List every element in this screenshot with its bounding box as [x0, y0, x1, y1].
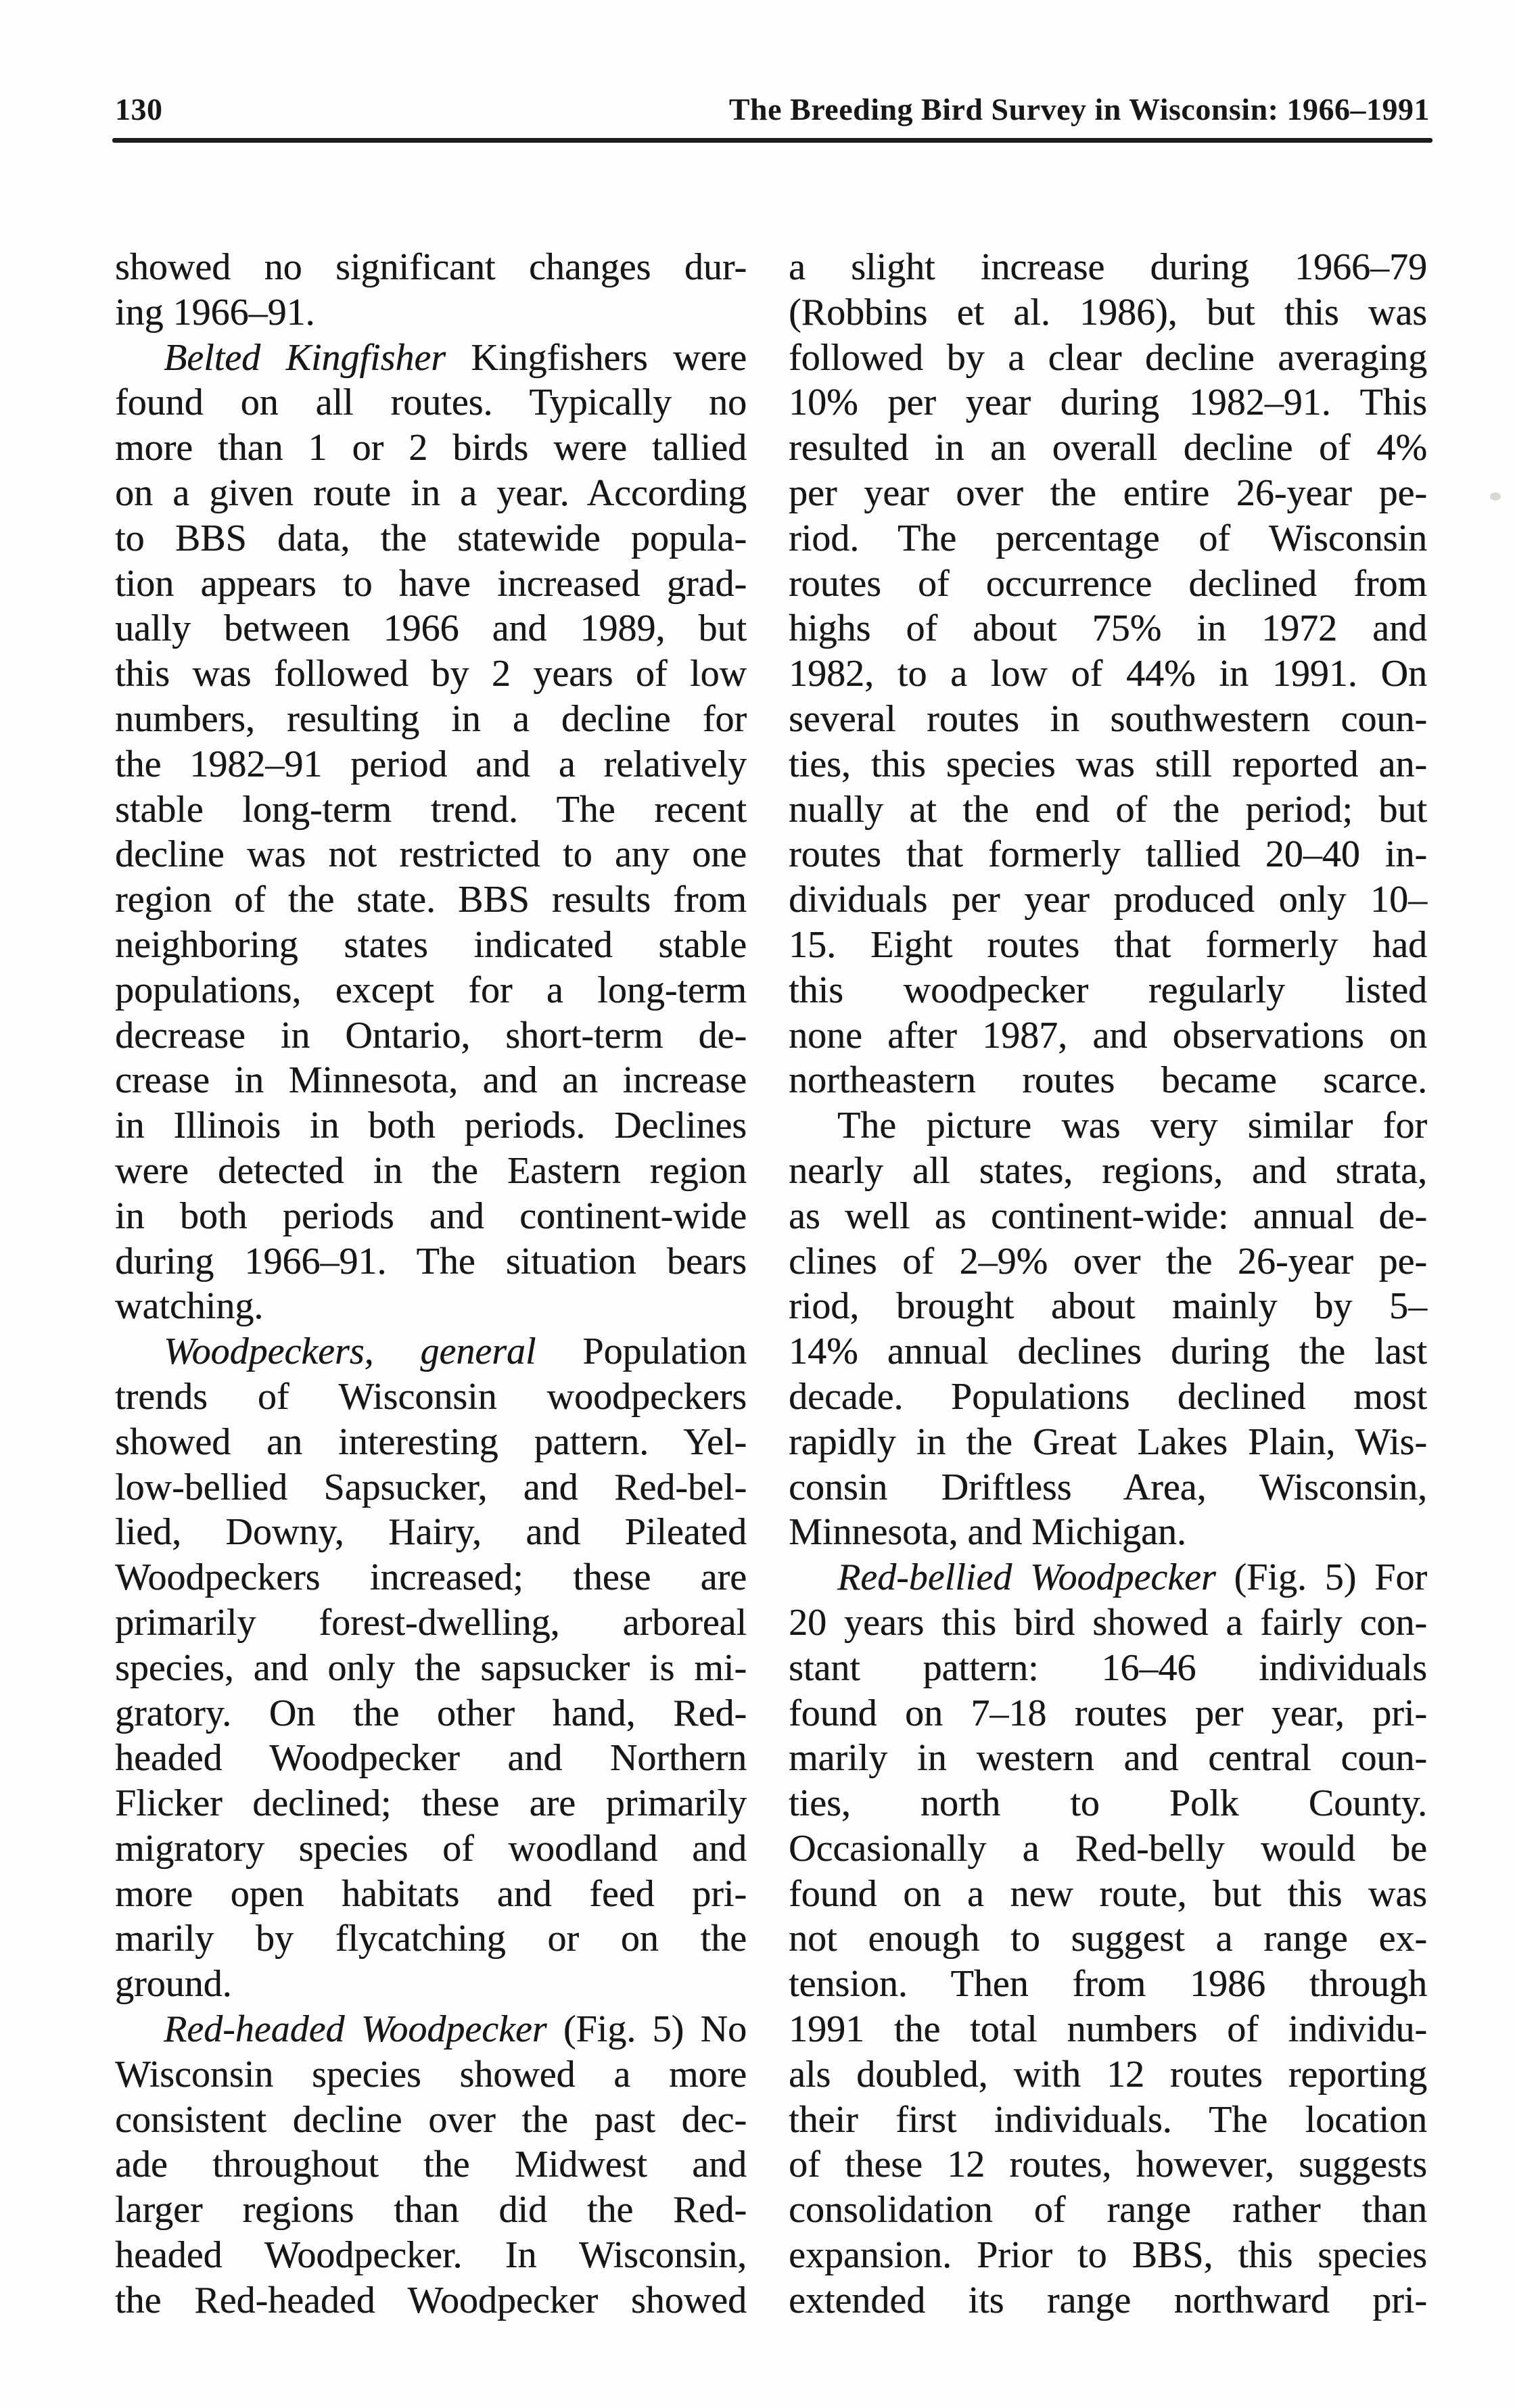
text-line — [789, 1555, 1427, 1600]
text-segment: highs of about 75% in 1972 and — [789, 607, 1427, 650]
text-segment: ground. — [115, 1963, 232, 2006]
text-segment: Kingfishers were — [445, 336, 747, 379]
text-segment: per year over the entire 26-year pe- — [789, 471, 1427, 514]
text-segment: (Fig. 5) No — [546, 2008, 747, 2051]
text-segment: in both periods and continent-wide — [115, 1195, 747, 1237]
text-line — [789, 2278, 1427, 2323]
text-line — [789, 1962, 1427, 2007]
text-segment: nearly all states, regions, and strata, — [789, 1149, 1427, 1192]
text-line — [789, 1646, 1427, 1691]
text-segment: migratory species of woodland and — [115, 1827, 747, 1870]
text-line — [789, 877, 1427, 923]
text-line — [115, 968, 747, 1013]
text-line — [789, 787, 1427, 833]
column-right — [789, 245, 1427, 2323]
text-segment: showed an interesting pattern. Yel- — [115, 1420, 747, 1463]
page-header — [115, 91, 1430, 129]
text-line — [115, 651, 747, 697]
text-line — [789, 1149, 1427, 1194]
text-line — [115, 1465, 747, 1510]
text-line — [115, 516, 747, 561]
text-line — [115, 1826, 747, 1872]
text-line — [115, 1781, 747, 1826]
text-segment: ually between 1966 and 1989, but — [115, 607, 747, 650]
text-line — [789, 425, 1427, 471]
text-line — [789, 2052, 1427, 2098]
text-line — [789, 2187, 1427, 2233]
text-segment: headed Woodpecker and Northern — [115, 1737, 747, 1780]
text-segment: Population — [536, 1330, 747, 1373]
text-segment: decrease in Ontario, short-term de- — [115, 1014, 747, 1057]
text-line — [115, 290, 747, 335]
text-segment: decline was not restricted to any one — [115, 833, 747, 876]
running-title: The Breeding Bird Survey in Wisconsin: 1966–1991 — [728, 92, 1430, 126]
text-segment: stant pattern: 16–46 individuals — [789, 1646, 1427, 1689]
text-line — [789, 606, 1427, 651]
text-segment: region of the state. BBS results from — [115, 879, 747, 921]
text-line — [789, 1736, 1427, 1781]
text-line — [789, 1691, 1427, 1736]
text-segment: the 1982–91 period and a relatively — [115, 743, 747, 785]
text-line — [789, 2007, 1427, 2052]
text-segment: this woodpecker regularly listed — [789, 969, 1427, 1011]
text-line — [115, 245, 747, 290]
text-segment: low-bellied Sapsucker, and Red-bel- — [115, 1466, 747, 1508]
text-segment: several routes in southwestern coun- — [789, 697, 1427, 740]
text-segment: Red-headed Woodpecker — [164, 2008, 547, 2051]
text-line — [789, 1194, 1427, 1239]
text-line — [115, 380, 747, 425]
text-segment: decade. Populations declined most — [789, 1375, 1427, 1418]
text-segment: dividuals per year produced only 10– — [789, 879, 1427, 921]
text-line — [115, 1510, 747, 1555]
text-line — [115, 1872, 747, 1917]
text-line — [115, 2278, 747, 2323]
text-line — [115, 606, 747, 651]
text-line — [789, 1826, 1427, 1872]
text-line — [115, 1736, 747, 1781]
text-segment: The picture was very similar for — [837, 1105, 1427, 1147]
text-segment: to BBS data, the statewide popula- — [115, 517, 747, 559]
text-line — [789, 2233, 1427, 2278]
text-segment: in Illinois in both periods. Declines — [115, 1105, 747, 1147]
text-segment: ties, this species was still reported an- — [789, 743, 1427, 785]
text-segment: Wisconsin species showed a more — [115, 2053, 747, 2096]
text-segment: gratory. On the other hand, Red- — [115, 1692, 747, 1734]
text-line — [789, 1781, 1427, 1826]
header-rule — [112, 138, 1432, 143]
text-line — [115, 923, 747, 968]
text-line — [789, 832, 1427, 877]
text-line — [789, 245, 1427, 290]
text-line — [789, 697, 1427, 742]
text-segment: neighboring states indicated stable — [115, 923, 747, 966]
text-line — [115, 1013, 747, 1059]
text-segment: als doubled, with 12 routes reporting — [789, 2053, 1427, 2096]
text-segment: of these 12 routes, however, suggests — [789, 2144, 1427, 2186]
text-line — [789, 1239, 1427, 1284]
text-line — [789, 1374, 1427, 1420]
text-line — [115, 425, 747, 471]
text-segment: extended its range northward pri- — [789, 2279, 1427, 2321]
text-segment: headed Woodpecker. In Wisconsin, — [115, 2234, 747, 2277]
text-line — [789, 380, 1427, 425]
text-line — [789, 742, 1427, 787]
text-line — [789, 2098, 1427, 2143]
text-line — [789, 1103, 1427, 1149]
text-segment: lied, Downy, Hairy, and Pileated — [115, 1511, 747, 1554]
text-segment: ing 1966–91. — [115, 291, 315, 333]
text-segment: clines of 2–9% over the 26-year pe- — [789, 1240, 1427, 1282]
text-line — [115, 1058, 747, 1103]
text-line — [115, 2052, 747, 2098]
text-segment: the Red-headed Woodpecker showed — [115, 2279, 747, 2321]
text-segment: ade throughout the Midwest and — [115, 2144, 747, 2186]
text-line — [789, 1329, 1427, 1374]
text-segment: Woodpeckers increased; these are — [115, 1556, 747, 1599]
text-segment: on a given route in a year. According — [115, 471, 747, 514]
text-segment: northeastern routes became scarce. — [789, 1059, 1427, 1102]
text-line — [115, 1149, 747, 1194]
text-segment: Woodpeckers, general — [164, 1330, 536, 1373]
text-segment: Occasionally a Red-belly would be — [789, 1827, 1427, 1870]
text-segment: crease in Minnesota, and an increase — [115, 1059, 747, 1102]
text-segment: ties, north to Polk County. — [789, 1782, 1427, 1825]
text-segment: larger regions than did the Red- — [115, 2189, 747, 2231]
text-segment: found on 7–18 routes per year, pri- — [789, 1692, 1427, 1734]
text-segment: not enough to suggest a range ex- — [789, 1918, 1427, 1960]
text-segment: species, and only the sapsucker is mi- — [115, 1646, 747, 1689]
text-segment: consin Driftless Area, Wisconsin, — [789, 1466, 1427, 1508]
text-line — [115, 1916, 747, 1962]
text-segment: a slight increase during 1966–79 — [789, 246, 1427, 288]
text-line — [115, 2007, 747, 2052]
text-line — [115, 1962, 747, 2007]
text-segment: (Fig. 5) For — [1215, 1556, 1427, 1599]
text-line — [789, 968, 1427, 1013]
text-segment: riod, brought about mainly by 5– — [789, 1285, 1427, 1328]
text-segment: nually at the end of the period; but — [789, 788, 1427, 831]
text-line — [115, 1329, 747, 1374]
text-segment: were detected in the Eastern region — [115, 1149, 747, 1192]
text-segment: found on a new route, but this was — [789, 1872, 1427, 1915]
text-segment: rapidly in the Great Lakes Plain, Wis- — [789, 1420, 1427, 1463]
text-line — [115, 697, 747, 742]
text-line — [789, 2142, 1427, 2187]
text-segment: 14% annual declines during the last — [789, 1330, 1427, 1373]
text-segment: 15. Eight routes that formerly had — [789, 923, 1427, 966]
text-segment: Flicker declined; these are primarily — [115, 1782, 747, 1825]
text-line — [115, 1555, 747, 1600]
text-line — [115, 1600, 747, 1646]
text-segment: riod. The percentage of Wisconsin — [789, 517, 1427, 559]
text-line — [115, 787, 747, 833]
text-line — [789, 1916, 1427, 1962]
text-segment: 20 years this bird showed a fairly con- — [789, 1601, 1427, 1644]
text-line — [789, 1013, 1427, 1059]
text-line — [115, 335, 747, 381]
text-segment: primarily forest-dwelling, arboreal — [115, 1601, 747, 1644]
text-segment: populations, except for a long-term — [115, 969, 747, 1011]
text-line — [115, 832, 747, 877]
text-segment: 1982, to a low of 44% in 1991. On — [789, 653, 1427, 695]
column-left — [115, 245, 747, 2323]
text-segment: consolidation of range rather than — [789, 2189, 1427, 2231]
text-line — [115, 1194, 747, 1239]
text-line — [115, 1374, 747, 1420]
text-line — [115, 2187, 747, 2233]
page-number: 130 — [115, 92, 163, 126]
text-segment: 1991 the total numbers of individu- — [789, 2008, 1427, 2051]
text-line — [115, 877, 747, 923]
text-segment: this was followed by 2 years of low — [115, 653, 747, 695]
text-segment: stable long-term trend. The recent — [115, 788, 747, 831]
text-line — [789, 1420, 1427, 1465]
text-line — [789, 651, 1427, 697]
text-segment: marily in western and central coun- — [789, 1737, 1427, 1780]
text-segment: Red-bellied Woodpecker — [837, 1556, 1216, 1599]
text-segment: none after 1987, and observations on — [789, 1014, 1427, 1057]
text-line — [115, 1420, 747, 1465]
text-segment: Minnesota, and Michigan. — [789, 1511, 1186, 1554]
text-segment: their first individuals. The location — [789, 2098, 1427, 2141]
text-line — [115, 471, 747, 516]
text-segment: resulted in an overall decline of 4% — [789, 427, 1427, 469]
text-line — [789, 1600, 1427, 1646]
text-line — [789, 290, 1427, 335]
text-line — [115, 561, 747, 607]
text-line — [789, 923, 1427, 968]
text-segment: tion appears to have increased grad- — [115, 562, 747, 605]
text-line — [789, 516, 1427, 561]
text-segment: found on all routes. Typically no — [115, 381, 747, 424]
text-body — [115, 245, 1427, 2323]
text-line — [115, 1103, 747, 1149]
text-segment: marily by flycatching or on the — [115, 1918, 747, 1960]
text-segment: trends of Wisconsin woodpeckers — [115, 1375, 747, 1418]
text-line — [115, 742, 747, 787]
text-segment: followed by a clear decline averaging — [789, 336, 1427, 379]
text-segment: consistent decline over the past dec- — [115, 2098, 747, 2141]
text-line — [789, 1510, 1427, 1555]
text-segment: tension. Then from 1986 through — [789, 1963, 1427, 2006]
text-line — [789, 1284, 1427, 1329]
text-segment: more open habitats and feed pri- — [115, 1872, 747, 1915]
text-segment: routes of occurrence declined from — [789, 562, 1427, 605]
text-line — [115, 2142, 747, 2187]
text-line — [115, 1646, 747, 1691]
text-line — [789, 1872, 1427, 1917]
text-segment: watching. — [115, 1285, 264, 1328]
text-line — [789, 471, 1427, 516]
text-segment: (Robbins et al. 1986), but this was — [789, 291, 1427, 333]
text-line — [115, 2233, 747, 2278]
scan-speck — [1490, 492, 1501, 501]
text-segment: numbers, resulting in a decline for — [115, 697, 747, 740]
text-segment: Belted Kingfisher — [164, 336, 446, 379]
text-line — [115, 1239, 747, 1284]
text-segment: as well as continent-wide: annual de- — [789, 1195, 1427, 1237]
text-segment: during 1966–91. The situation bears — [115, 1240, 747, 1282]
text-segment: showed no significant changes dur- — [115, 246, 747, 288]
text-line — [789, 561, 1427, 607]
text-segment: expansion. Prior to BBS, this species — [789, 2234, 1427, 2277]
text-segment: routes that formerly tallied 20–40 in- — [789, 833, 1427, 876]
text-line — [789, 335, 1427, 381]
text-segment: more than 1 or 2 birds were tallied — [115, 427, 747, 469]
text-line — [115, 1691, 747, 1736]
text-line — [115, 1284, 747, 1329]
text-segment: 10% per year during 1982–91. This — [789, 381, 1427, 424]
text-line — [789, 1058, 1427, 1103]
text-line — [789, 1465, 1427, 1510]
text-line — [115, 2098, 747, 2143]
